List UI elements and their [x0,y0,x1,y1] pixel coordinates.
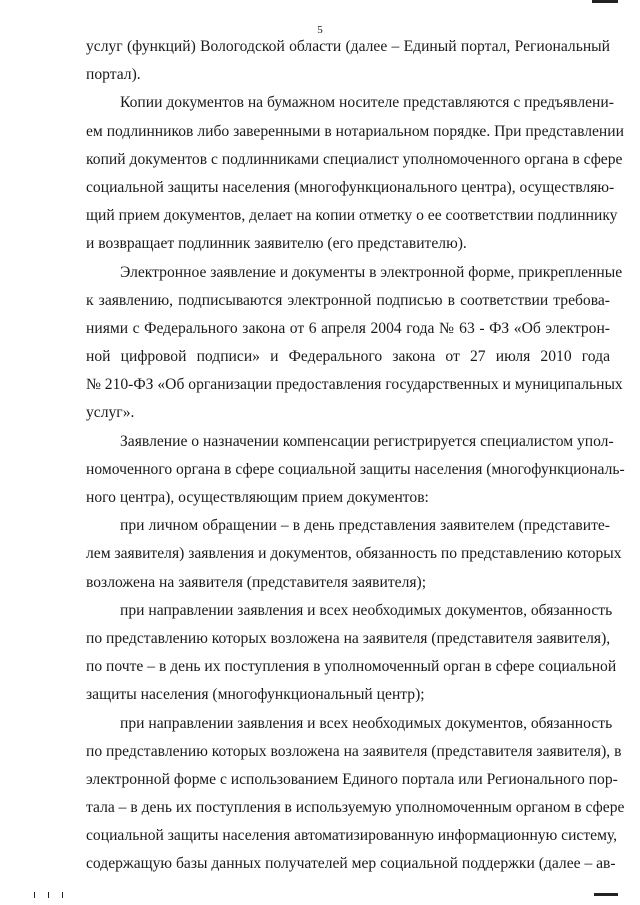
scan-mark-bottom-left [34,892,35,898]
text-line: ниями с Федерального закона от 6 апреля 2004 года № 63 - ФЗ «Об электрон- [86,319,610,337]
text-line: тала – в день их поступления в используемую уполномоченным органом в сфере [86,799,625,817]
paragraph-first-line: Заявление о назначении компенсации регистрируется специалистом упол- [120,432,614,450]
text-line: возложена на заявителя (представителя заявителя); [86,573,427,591]
text-line: к заявлению, подписываются электронной подписью в соответствии требова- [86,291,610,309]
scan-mark-bottom-left [62,892,63,898]
text-line: по представлению которых возложена на заявителя (представителя заявителя), в [86,742,622,760]
text-line: ного центра), осуществляющим прием документов: [86,489,429,506]
text-line: ной цифровой подписи» и Федерального закона от 27 июля 2010 года [86,348,610,366]
paragraph-first-line: при направлении заявления и всех необходимых документов, обязанность [120,714,613,732]
scan-mark-bottom-right [594,893,618,896]
text-line: услуг». [86,404,135,422]
document-body [86,33,625,879]
text-line: по представлению которых возложена на заявителя (представителя заявителя), [86,629,611,647]
text-line: услуг (функций) Вологодской области (далее – Единый портал, Региональный [86,38,610,55]
text-line: номоченного органа в сфере социальной защиты населения (многофункциональ- [86,460,625,478]
text-line: электронной форме с использованием Единого портала или Регионального пор- [86,770,618,788]
paragraph-first-line: при личном обращении – в день представления заявителем (представите- [120,517,610,535]
text-line: ем подлинников либо заверенными в нотариальном порядке. При представлении [86,122,624,140]
text-line: № 210-ФЗ «Об организации предоставления государственных и муниципальных [86,376,623,394]
paragraph-first-line: Копии документов на бумажном носителе представляются с предъявлени- [120,94,614,112]
text-line: социальной защиты населения автоматизированную информационную систему, [86,827,618,845]
paragraph-first-line: при направлении заявления и всех необходимых документов, обязанность [120,601,613,619]
scan-mark-bottom-left [48,892,49,898]
text-line: по почте – в день их поступления в уполномоченный орган в сфере социальной [86,658,617,676]
text-line: лем заявителя) заявления и документов, обязанность по представлению которых [86,545,622,563]
text-line: защиты населения (многофункциональный центр); [86,686,425,704]
text-line: портал). [86,66,141,84]
page-number: 5 [317,24,323,36]
text-line: копий документов с подлинниками специалист уполномоченного органа в сфере [86,150,623,168]
scan-mark-top-right [592,0,618,3]
text-line: и возвращает подлинник заявителю (его представителю). [86,235,467,253]
text-line: щий прием документов, делает на копии отметку о ее соответствии подлиннику [86,207,618,225]
text-line: содержащую базы данных получателей мер социальной поддержки (далее – ав- [86,855,616,873]
text-line: социальной защиты населения (многофункционального центра), осуществляю- [86,178,615,196]
paragraph-first-line: Электронное заявление и документы в электронной форме, прикрепленные [120,263,623,281]
